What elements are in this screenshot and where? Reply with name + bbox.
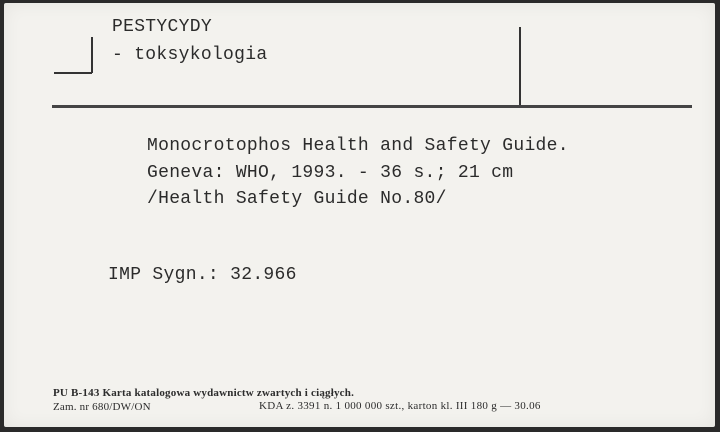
call-number: IMP Sygn.: 32.966 <box>108 265 297 285</box>
footer-order-number: Zam. nr 680/DW/ON <box>53 401 151 413</box>
subject-subheading: - toksykologia <box>112 45 268 65</box>
bibliographic-title: Monocrotophos Health and Safety Guide. <box>147 136 569 156</box>
vertical-tick-mark <box>91 37 93 73</box>
footer-form-title: PU B-143 Karta katalogowa wydawnictw zwartych i ciągłych. <box>53 387 355 399</box>
horizontal-tick-mark <box>54 72 92 74</box>
column-divider <box>519 27 521 105</box>
bibliographic-series: /Health Safety Guide No.80/ <box>147 189 447 209</box>
bibliographic-publication: Geneva: WHO, 1993. - 36 s.; 21 cm <box>147 163 514 183</box>
header-rule <box>52 105 692 108</box>
subject-heading: PESTYCYDY <box>112 17 212 37</box>
catalog-card <box>4 3 715 427</box>
footer-print-details: KDA z. 3391 n. 1 000 000 szt., karton kl. III 180 g — 30.06 <box>259 400 541 412</box>
